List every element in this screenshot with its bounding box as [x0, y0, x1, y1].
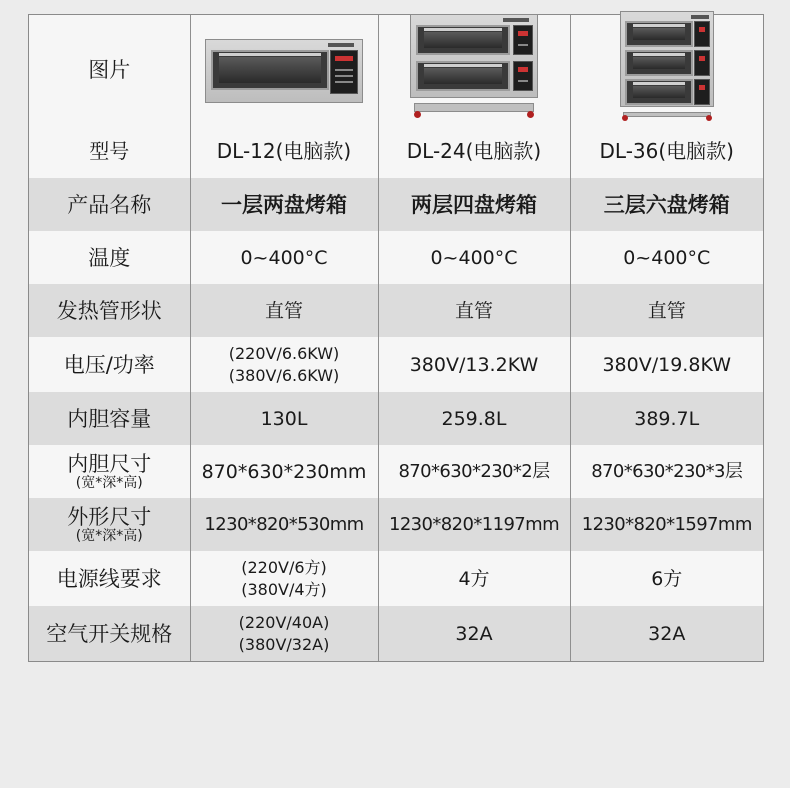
row-label-voltage-power: 电压/功率: [29, 337, 190, 392]
oven-double-deck-image: [410, 14, 538, 98]
row-label-outer-size: [29, 498, 190, 551]
row-heating-tube: [29, 284, 763, 337]
row-label-outer-size-sub: (宽*深*高): [75, 527, 143, 544]
row-label-heating-tube: 发热管形状: [29, 284, 190, 337]
cell-breaker-dl36: 32A: [570, 606, 763, 661]
row-voltage-power: [29, 337, 763, 392]
cell-model-dl12: DL-12(电脑款): [190, 124, 378, 178]
cell-breaker-dl24: 32A: [378, 606, 570, 661]
cell-name-dl36: 三层六盘烤箱: [570, 178, 763, 231]
spec-table-sheet: [28, 14, 764, 662]
cell-power-dl12: [190, 337, 378, 392]
row-outer-size: [29, 498, 763, 551]
row-label-product-name: 产品名称: [29, 178, 190, 231]
image-row: [29, 15, 763, 124]
row-label-inner-size: [29, 445, 190, 498]
row-label-power-cable: 电源线要求: [29, 551, 190, 606]
product-image-dl36: [570, 15, 763, 124]
cell-outer-dl36: 1230*820*1597mm: [570, 498, 763, 551]
cell-power-dl24: 380V/13.2KW: [378, 337, 570, 392]
cell-inner-dl12: 870*630*230mm: [190, 445, 378, 498]
cell-power-dl36: 380V/19.8KW: [570, 337, 763, 392]
cell-temp-dl24: 0~400°C: [378, 231, 570, 284]
cell-temp-dl12: 0~400°C: [190, 231, 378, 284]
row-label-air-switch: 空气开关规格: [29, 606, 190, 661]
spec-table: [29, 15, 763, 661]
row-temperature: [29, 231, 763, 284]
row-product-name: [29, 178, 763, 231]
cell-breaker-dl12: [190, 606, 378, 661]
cell-breaker-dl12-line1: (220V/40A): [238, 612, 330, 632]
oven-single-deck-image: [205, 39, 363, 103]
cell-breaker-dl12-line2: (380V/32A): [238, 634, 330, 654]
row-label-outer-size-main: 外形尺寸: [67, 504, 152, 529]
row-air-switch: [29, 606, 763, 661]
row-label-model: 型号: [29, 124, 190, 178]
cell-power-dl12-line2: (380V/6.6KW): [228, 365, 340, 385]
cell-inner-dl24: 870*630*230*2层: [378, 445, 570, 498]
cell-volume-dl12: 130L: [190, 392, 378, 445]
row-label-inner-size-sub: (宽*深*高): [75, 474, 143, 491]
row-power-cable: [29, 551, 763, 606]
cell-cable-dl12: [190, 551, 378, 606]
cell-cable-dl12-line1: (220V/6方): [241, 557, 327, 577]
product-image-dl24: [378, 15, 570, 124]
cell-name-dl24: 两层四盘烤箱: [378, 178, 570, 231]
cell-tube-dl24: 直管: [378, 284, 570, 337]
cell-model-dl24: DL-24(电脑款): [378, 124, 570, 178]
row-label-image: 图片: [29, 15, 190, 124]
cell-cable-dl36: 6方: [570, 551, 763, 606]
cell-outer-dl24: 1230*820*1197mm: [378, 498, 570, 551]
cell-tube-dl36: 直管: [570, 284, 763, 337]
cell-volume-dl24: 259.8L: [378, 392, 570, 445]
cell-cable-dl12-line2: (380V/4方): [241, 579, 327, 599]
cell-tube-dl12: 直管: [190, 284, 378, 337]
cell-model-dl36: DL-36(电脑款): [570, 124, 763, 178]
product-image-dl12: [190, 15, 378, 124]
cell-power-dl12-line1: (220V/6.6KW): [228, 343, 340, 363]
cell-inner-dl36: 870*630*230*3层: [570, 445, 763, 498]
row-model: [29, 124, 763, 178]
cell-temp-dl36: 0~400°C: [570, 231, 763, 284]
row-label-volume: 内胆容量: [29, 392, 190, 445]
cell-volume-dl36: 389.7L: [570, 392, 763, 445]
oven-triple-deck-image: [620, 11, 714, 107]
cell-cable-dl24: 4方: [378, 551, 570, 606]
row-label-temperature: 温度: [29, 231, 190, 284]
row-inner-size: [29, 445, 763, 498]
row-label-inner-size-main: 内胆尺寸: [67, 451, 152, 476]
cell-outer-dl12: 1230*820*530mm: [190, 498, 378, 551]
row-volume: [29, 392, 763, 445]
cell-name-dl12: 一层两盘烤箱: [190, 178, 378, 231]
